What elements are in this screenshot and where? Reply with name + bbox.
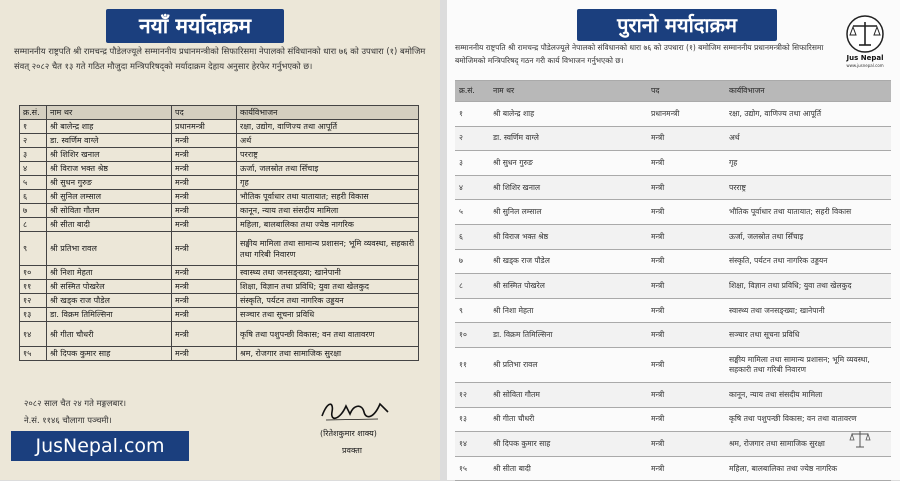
- table-header-row: [455, 81, 891, 102]
- row-sn: २: [455, 126, 489, 151]
- row-post: मन्त्री: [172, 294, 237, 308]
- table-row: [20, 308, 419, 322]
- row-portfolio: महिला, बालबालिका तथा ज्येष्ठ नागरिक: [237, 218, 419, 232]
- table-row: [455, 456, 891, 481]
- row-name: श्री सुधन गुरुङ: [489, 151, 647, 176]
- row-name: श्री खड्क राज पौडेल: [47, 294, 172, 308]
- row-sn: ४: [20, 162, 47, 176]
- table-row: [20, 280, 419, 294]
- row-portfolio: सङ्घीय मामिला तथा सामान्य प्रशासन; भूमि व्यवस्था, सहकारी तथा गरिबी निवारण: [237, 232, 419, 266]
- row-post: मन्त्री: [172, 204, 237, 218]
- row-name: श्री सोविता गौतम: [47, 204, 172, 218]
- row-portfolio: सञ्चार तथा सूचना प्रविधि: [237, 308, 419, 322]
- row-name: डा. स्वर्णिम वाग्ले: [489, 126, 647, 151]
- row-name: डा. स्वर्णिम वाग्ले: [47, 134, 172, 148]
- new-order-document: [0, 0, 440, 480]
- table-row: [455, 126, 891, 151]
- date-line: २०८२ साल चैत २४ गते मङ्गलबार।: [24, 398, 127, 408]
- row-post: मन्त्री: [172, 322, 237, 347]
- header-portfolio: कार्यविभाजन: [237, 106, 419, 120]
- table-row: [20, 148, 419, 162]
- row-post: मन्त्री: [647, 407, 725, 432]
- row-portfolio: गृह: [725, 151, 891, 176]
- row-sn: ६: [455, 224, 489, 249]
- row-sn: १३: [20, 308, 47, 322]
- row-sn: ९: [455, 298, 489, 323]
- row-name: श्री विराज भक्त श्रेष्ठ: [47, 162, 172, 176]
- row-portfolio: भौतिक पूर्वाधार तथा यातायात; सहरी विकास: [725, 200, 891, 225]
- row-name: डा. विक्रम तिमिल्सिना: [489, 323, 647, 348]
- scales-of-justice-icon: [848, 428, 872, 450]
- scales-of-justice-icon: [836, 14, 894, 54]
- row-portfolio: ऊर्जा, जलस्रोत तथा सिँचाइ: [725, 224, 891, 249]
- row-post: मन्त्री: [647, 382, 725, 407]
- row-name: श्री शिशिर खनाल: [47, 148, 172, 162]
- jusnepal-logo: [836, 14, 894, 76]
- row-post: मन्त्री: [647, 249, 725, 274]
- row-sn: २: [20, 134, 47, 148]
- table-row: [455, 224, 891, 249]
- old-order-banner: पुरानो मर्यादाक्रम: [577, 9, 777, 41]
- row-portfolio: रक्षा, उद्योग, वाणिज्य तथा आपूर्ति: [725, 102, 891, 127]
- row-sn: १५: [20, 347, 47, 361]
- row-post: मन्त्री: [647, 126, 725, 151]
- row-portfolio: कानून, न्याय तथा संसदीय मामिला: [237, 204, 419, 218]
- table-row: [455, 249, 891, 274]
- row-portfolio: रक्षा, उद्योग, वाणिज्य तथा आपूर्ति: [237, 120, 419, 134]
- table-row: [20, 176, 419, 190]
- header-name: नाम थर: [47, 106, 172, 120]
- row-portfolio: संस्कृति, पर्यटन तथा नागरिक उड्डयन: [725, 249, 891, 274]
- row-name: श्री सोविता गौतम: [489, 382, 647, 407]
- row-sn: ५: [455, 200, 489, 225]
- row-post: प्रधानमन्त्री: [172, 120, 237, 134]
- row-name: श्री सुनिल लम्साल: [47, 190, 172, 204]
- row-portfolio: शिक्षा, विज्ञान तथा प्रविधि; युवा तथा खेलकुद: [725, 274, 891, 299]
- table-row: [455, 323, 891, 348]
- row-portfolio: कृषि तथा पशुपन्छी विकास; वन तथा वातावरण: [237, 322, 419, 347]
- row-name: श्री गीता चौधरी: [47, 322, 172, 347]
- row-post: मन्त्री: [172, 134, 237, 148]
- row-portfolio: स्वास्थ्य तथा जनसङ्ख्या; खानेपानी: [237, 266, 419, 280]
- table-row: [455, 274, 891, 299]
- row-sn: ६: [20, 190, 47, 204]
- row-sn: १२: [455, 382, 489, 407]
- row-post: प्रधानमन्त्री: [647, 102, 725, 127]
- table-row: [455, 298, 891, 323]
- row-sn: ११: [455, 347, 489, 382]
- row-post: मन्त्री: [172, 176, 237, 190]
- row-post: मन्त्री: [172, 232, 237, 266]
- table-row: [20, 232, 419, 266]
- old-order-document: [447, 0, 900, 480]
- row-portfolio: ऊर्जा, जलस्रोत तथा सिँचाइ: [237, 162, 419, 176]
- table-row: [20, 218, 419, 232]
- table-row: [455, 102, 891, 127]
- row-sn: ११: [20, 280, 47, 294]
- row-sn: १४: [455, 432, 489, 457]
- row-sn: १: [455, 102, 489, 127]
- row-post: मन्त्री: [647, 151, 725, 176]
- row-portfolio: महिला, बालबालिका तथा ज्येष्ठ नागरिक: [725, 456, 891, 481]
- row-portfolio: सङ्घीय मामिला तथा सामान्य प्रशासन; भूमि व्यवस्था, सहकारी तथा गरिबी निवारण: [725, 347, 891, 382]
- table-row: [20, 120, 419, 134]
- signature-mark: [318, 398, 394, 424]
- row-portfolio: शिक्षा, विज्ञान तथा प्रविधि; युवा तथा खेलकुद: [237, 280, 419, 294]
- row-name: श्री सीता बादी: [489, 456, 647, 481]
- new-order-rows: [20, 120, 419, 361]
- row-portfolio: स्वास्थ्य तथा जनसङ्ख्या; खानेपानी: [725, 298, 891, 323]
- table-row: [455, 382, 891, 407]
- row-post: मन्त्री: [647, 175, 725, 200]
- row-name: डा. विक्रम तिमिल्सिना: [47, 308, 172, 322]
- row-portfolio: श्रम, रोजगार तथा सामाजिक सुरक्षा: [237, 347, 419, 361]
- old-order-table: [455, 80, 891, 481]
- row-sn: ८: [20, 218, 47, 232]
- logo-name: Jus Nepal: [846, 54, 884, 62]
- new-order-intro: सम्माननीय राष्ट्रपति श्री रामचन्द्र पौडेलज्यूले सम्माननीय प्रधानमन्त्रीको सिफारिसमा नेपालको संविधानको धारा ७६ को उपधारा (१) बमोजिम संवत् २०८२ चैत १३ गते गठित मौजुदा मन्त्रिपरिषद्को मर्यादाक्रम देहाय अनुसार हेरफेर गर्नुभएको छ।: [14, 46, 426, 71]
- row-portfolio: अर्थ: [725, 126, 891, 151]
- new-order-table: [19, 105, 419, 361]
- row-name: श्री बालेन्द्र शाह: [47, 120, 172, 134]
- row-name: श्री निशा मेहता: [489, 298, 647, 323]
- row-portfolio: संस्कृति, पर्यटन तथा नागरिक उड्डयन: [237, 294, 419, 308]
- table-row: [455, 200, 891, 225]
- row-post: मन्त्री: [172, 308, 237, 322]
- row-post: मन्त्री: [647, 456, 725, 481]
- old-order-intro: सम्माननीय राष्ट्रपति श्री रामचन्द्र पौडेलज्यूले नेपालको संविधानको धारा ७६ को उपधारा (१) बमोजिम सम्माननीय प्रधानमन्त्रीको सिफारिसमा बमोजिमको मन्त्रिपरिषद् गठन गरी कार्य विभाजन गर्नुभएको छ।: [455, 43, 824, 65]
- table-row: [20, 190, 419, 204]
- row-portfolio: गृह: [237, 176, 419, 190]
- signer-title: प्रवक्ता: [342, 446, 362, 455]
- row-sn: १५: [455, 456, 489, 481]
- row-post: मन्त्री: [172, 162, 237, 176]
- row-sn: ७: [20, 204, 47, 218]
- row-post: मन्त्री: [647, 200, 725, 225]
- row-portfolio: परराष्ट्र: [237, 148, 419, 162]
- row-sn: १४: [20, 322, 47, 347]
- row-post: मन्त्री: [647, 274, 725, 299]
- jusnepal-brand-box: JusNepal.com: [11, 431, 189, 461]
- row-name: श्री बालेन्द्र शाह: [489, 102, 647, 127]
- header-post: पद: [172, 106, 237, 120]
- row-sn: ५: [20, 176, 47, 190]
- row-name: श्री दिपक कुमार साह: [489, 432, 647, 457]
- row-sn: ४: [455, 175, 489, 200]
- header-portfolio: कार्यविभाजन: [725, 81, 891, 102]
- row-name: श्री प्रतिभा रावल: [47, 232, 172, 266]
- row-name: श्री विराज भक्त श्रेष्ठ: [489, 224, 647, 249]
- row-name: श्री खड्क राज पौडेल: [489, 249, 647, 274]
- row-post: मन्त्री: [172, 148, 237, 162]
- row-sn: १३: [455, 407, 489, 432]
- signer-name: (रितेशकुमार शाक्य): [320, 429, 377, 438]
- row-name: श्री सस्मित पोखरेल: [47, 280, 172, 294]
- row-sn: १०: [455, 323, 489, 348]
- row-post: मन्त्री: [647, 347, 725, 382]
- row-post: मन्त्री: [172, 347, 237, 361]
- row-name: श्री सुनिल लम्साल: [489, 200, 647, 225]
- row-portfolio: कानून, न्याय तथा संसदीय मामिला: [725, 382, 891, 407]
- row-sn: १२: [20, 294, 47, 308]
- row-post: मन्त्री: [172, 190, 237, 204]
- row-post: मन्त्री: [647, 224, 725, 249]
- row-name: श्री गीता चौधरी: [489, 407, 647, 432]
- table-row: [455, 175, 891, 200]
- row-post: मन्त्री: [647, 323, 725, 348]
- header-post: पद: [647, 81, 725, 102]
- row-portfolio: अर्थ: [237, 134, 419, 148]
- row-sn: ९: [20, 232, 47, 266]
- row-post: मन्त्री: [172, 280, 237, 294]
- header-sn: क्र.सं.: [455, 81, 489, 102]
- new-order-banner: नयाँ मर्यादाक्रम: [106, 9, 284, 43]
- row-name: श्री शिशिर खनाल: [489, 175, 647, 200]
- row-name: श्री सस्मित पोखरेल: [489, 274, 647, 299]
- table-row: [455, 347, 891, 382]
- table-row: [20, 322, 419, 347]
- row-post: मन्त्री: [172, 218, 237, 232]
- table-row: [455, 432, 891, 457]
- row-name: श्री प्रतिभा रावल: [489, 347, 647, 382]
- row-sn: ७: [455, 249, 489, 274]
- table-row: [20, 134, 419, 148]
- table-row: [20, 204, 419, 218]
- table-row: [20, 266, 419, 280]
- logo-url: www.jusnepal.com: [846, 63, 884, 68]
- row-post: मन्त्री: [647, 432, 725, 457]
- header-sn: क्र.सं.: [20, 106, 47, 120]
- row-portfolio: परराष्ट्र: [725, 175, 891, 200]
- table-header-row: [20, 106, 419, 120]
- row-sn: ३: [20, 148, 47, 162]
- table-row: [20, 347, 419, 361]
- row-name: श्री सीता बादी: [47, 218, 172, 232]
- table-row: [20, 294, 419, 308]
- nepal-sambat-line: ने.सं. ११४६ चौलागा पञ्चमी।: [24, 415, 112, 425]
- row-sn: १०: [20, 266, 47, 280]
- table-row: [455, 407, 891, 432]
- row-sn: ८: [455, 274, 489, 299]
- header-name: नाम थर: [489, 81, 647, 102]
- old-order-rows: [455, 102, 891, 481]
- row-name: श्री दिपक कुमार साह: [47, 347, 172, 361]
- row-name: श्री निशा मेहता: [47, 266, 172, 280]
- row-portfolio: भौतिक पूर्वाधार तथा यातायात; सहरी विकास: [237, 190, 419, 204]
- row-portfolio: सञ्चार तथा सूचना प्रविधि: [725, 323, 891, 348]
- row-post: मन्त्री: [647, 298, 725, 323]
- row-portfolio: कृषि तथा पशुपन्छी विकास; वन तथा वातावरण: [725, 407, 891, 432]
- table-row: [20, 162, 419, 176]
- table-row: [455, 151, 891, 176]
- row-name: श्री सुधन गुरुङ: [47, 176, 172, 190]
- row-portfolio: श्रम, रोजगार तथा सामाजिक सुरक्षा: [725, 432, 891, 457]
- row-sn: १: [20, 120, 47, 134]
- row-sn: ३: [455, 151, 489, 176]
- row-post: मन्त्री: [172, 266, 237, 280]
